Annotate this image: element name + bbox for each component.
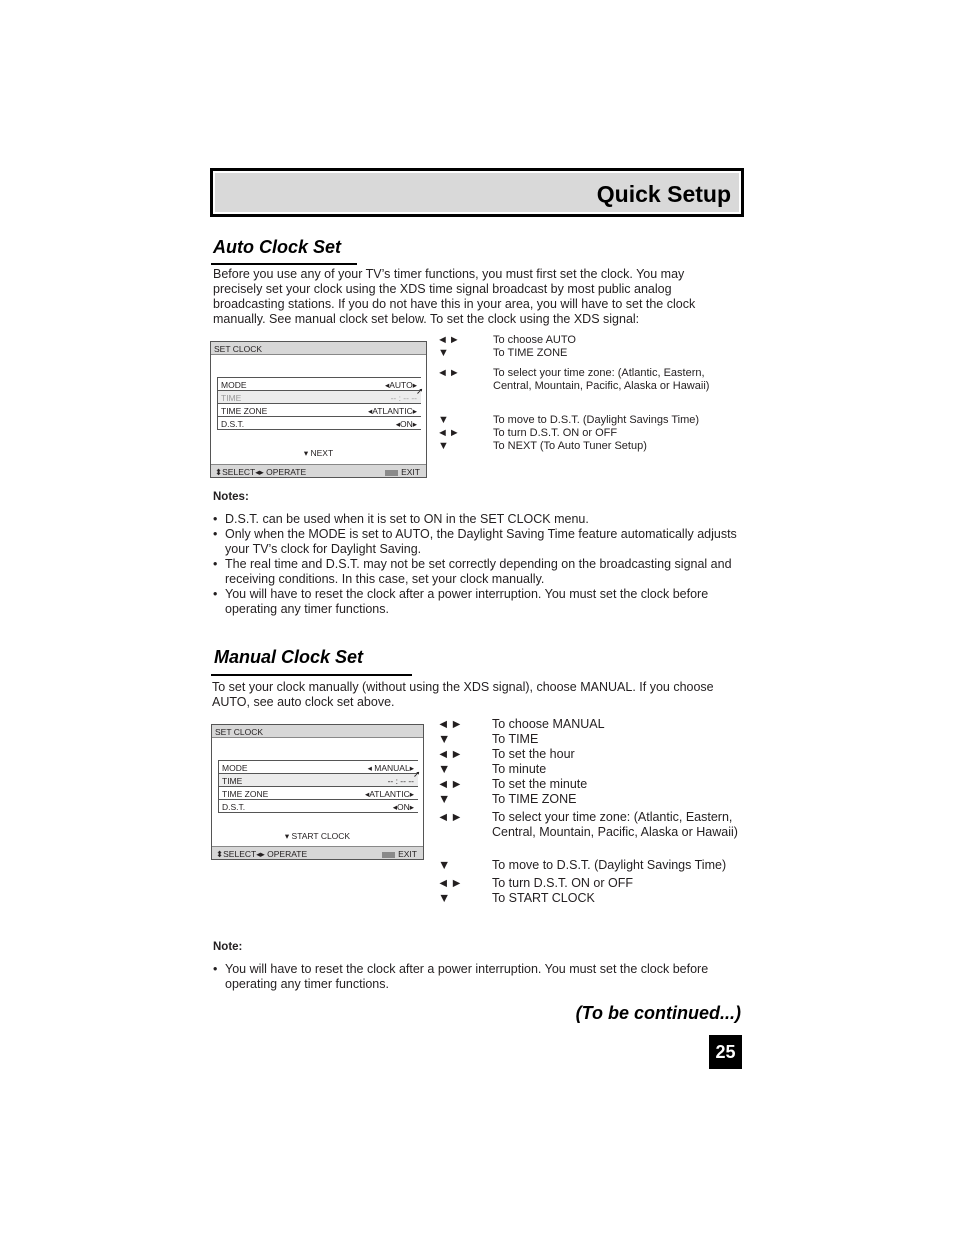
note-item: • You will have to reset the clock after a power interruption. You must set the clock before operating any timer functions. [213,962,745,992]
to-be-continued-label: (To be continued...) [575,1003,741,1023]
note-item: • The real time and D.S.T. may not be set correctly depending on the broadcasting signal and receiving conditions. In this case, set your clock manually. [213,557,745,587]
step-text: To choose AUTO [493,334,576,346]
auto-notes-list [213,512,745,617]
left-arrow-icon: ◂ [367,406,373,416]
menu-row-dst[interactable] [219,800,418,813]
left-arrow-icon: ◂ [364,789,370,799]
menu-row-label: TIME ZONE [222,789,269,799]
menu-row-time[interactable] [219,774,418,787]
menu-row-label: TIME [221,393,242,403]
manual-note-heading: Note: [213,941,243,953]
auto-intro-text: Before you use any of your TV’s timer functions, you must first set the clock. You may precisely set your clock using the XDS time signal broadcast by most public analog broadcasting stations. If you do not have this in your area, you will have to set the clock manually. See manual clock set below. To set the clock using the XDS signal: [213,267,696,326]
menu-row-label: MODE [222,763,248,773]
page-number-badge: 25 [709,1035,742,1069]
menu-row-value: -- : -- -- [387,776,414,786]
menu-next-item[interactable] [211,448,426,459]
menu-row-value: ATLANTIC [369,789,410,799]
step-text: To set the hour [492,747,575,761]
menu-row-mode[interactable] [218,378,421,391]
menu-footer [211,464,426,477]
step-text: To START CLOCK [492,891,595,905]
menu-row-value: ON [396,802,410,812]
page-header-banner [210,168,744,217]
menu-row-value: MANUAL [374,763,410,773]
right-arrow-icon: ▸ [412,380,417,390]
left-right-arrows-icon: ◄► [437,717,464,731]
right-arrow-icon: ▸ [409,802,414,812]
step-text: To turn D.S.T. ON or OFF [492,876,633,890]
menu-row-mode[interactable] [219,761,418,774]
step-text: To move to D.S.T. (Daylight Savings Time) [492,858,727,872]
footer-select-label: SELECT [222,467,256,477]
step-text: To move to D.S.T. (Daylight Savings Time) [493,414,700,426]
menu-start-clock-item[interactable] [212,831,423,842]
up-down-arrows-icon: ⬍ [216,849,224,859]
note-item: • Only when the MODE is set to AUTO, the Daylight Saving Time feature automatically adjusts your TV’s clock for Daylight Saving. [213,527,745,557]
right-arrow-icon: ▸ [412,406,417,416]
menu-row-time[interactable] [218,391,421,404]
right-arrow-icon: ▸ [409,789,414,799]
down-arrow-icon: ▼ [438,792,452,806]
menu-row-time-zone[interactable] [219,787,418,800]
down-arrow-icon: ▼ [438,858,452,872]
menu-row-label: MODE [221,380,247,390]
pointer-cursor-icon: ➚ [416,386,424,396]
manual-set-clock-menu [211,724,424,860]
right-arrow-icon: ▸ [409,763,414,773]
menu-row-value: AUTO [389,380,413,390]
left-arrow-icon: ◂ [367,763,372,773]
step-text: To NEXT (To Auto Tuner Setup) [493,440,647,452]
left-right-arrows-icon: ◄► [437,334,461,346]
footer-operate-label: OPERATE [267,849,308,859]
footer-exit-label: EXIT [398,849,417,859]
note-item: • D.S.T. can be used when it is set to ON in the SET CLOCK menu. [213,512,745,527]
step-text: To TIME ZONE [492,792,577,806]
menu-row-dst[interactable] [218,417,421,430]
down-arrow-icon: ▾ [284,831,290,841]
menu-title: SET CLOCK [211,342,426,355]
footer-operate-label: OPERATE [266,467,307,477]
left-right-arrows-icon: ◄► [437,876,464,890]
menu-row-value: ATLANTIC [372,406,413,416]
auto-notes-heading: Notes: [213,491,249,503]
step-text: To select your time zone: (Atlantic, Eastern, Central, Mountain, Pacific, Alaska or Hawaii) [492,810,738,839]
step-text: To choose MANUAL [492,717,605,731]
menu-row-value: ON [399,419,413,429]
left-right-arrows-icon: ◄► [437,810,464,824]
left-arrow-icon: ◂ [395,419,400,429]
menu-next-label: NEXT [310,448,334,458]
right-arrow-icon: ▸ [412,419,417,429]
left-right-arrows-icon: ◄► [437,427,461,439]
menu-next-label: START CLOCK [291,831,351,841]
manual-intro-text: To set your clock manually (without using the XDS signal), choose MANUAL. If you choose AUTO, see auto clock set above. [212,680,714,709]
footer-select-label: SELECT [223,849,257,859]
manual-heading-rule [211,674,412,676]
step-text: To turn D.S.T. ON or OFF [493,427,618,439]
down-arrow-icon: ▼ [438,732,452,746]
step-text: To select your time zone: (Atlantic, Eastern, Central, Mountain, Pacific, Alaska or Hawaii) [493,367,710,393]
menu-row-value: -- : -- -- [390,393,417,403]
down-arrow-icon: ▼ [438,762,452,776]
down-arrow-icon: ▼ [438,440,450,452]
menu-row-label: TIME [222,776,243,786]
left-arrow-icon: ◂ [392,802,397,812]
menu-row-label: D.S.T. [221,419,245,429]
menu-row-label: TIME ZONE [221,406,268,416]
step-text: To set the minute [492,777,588,791]
menu-title: SET CLOCK [212,725,423,738]
down-arrow-icon: ▾ [303,448,309,458]
left-right-arrows-icon: ◂▸ [256,849,265,859]
down-arrow-icon: ▼ [438,891,452,905]
manual-notes-list [213,962,745,992]
menu-row-label: D.S.T. [222,802,246,812]
page-title: Quick Setup [596,181,731,207]
step-text: To minute [492,762,547,776]
manual-clock-set-heading: Manual Clock Set [214,647,364,667]
left-right-arrows-icon: ◄► [437,777,464,791]
auto-clock-set-heading: Auto Clock Set [213,237,342,257]
step-text: To TIME [492,732,539,746]
menu-footer [212,846,423,859]
left-right-arrows-icon: ◄► [437,747,464,761]
pointer-cursor-icon: ➚ [413,769,421,779]
auto-heading-rule [211,263,357,265]
step-text: To TIME ZONE [493,347,568,359]
menu-button-icon [385,470,398,476]
down-arrow-icon: ▼ [438,347,450,359]
note-item: • You will have to reset the clock after a power interruption. You must set the clock before operating any timer functions. [213,587,745,617]
left-right-arrows-icon: ◄► [437,367,461,379]
left-right-arrows-icon: ◂▸ [255,467,264,477]
auto-set-clock-menu [210,341,427,478]
left-arrow-icon: ◂ [384,380,390,390]
up-down-arrows-icon: ⬍ [215,467,223,477]
footer-exit-label: EXIT [401,467,420,477]
down-arrow-icon: ▼ [438,414,450,426]
menu-button-icon [382,852,395,858]
menu-row-time-zone[interactable] [218,404,421,417]
